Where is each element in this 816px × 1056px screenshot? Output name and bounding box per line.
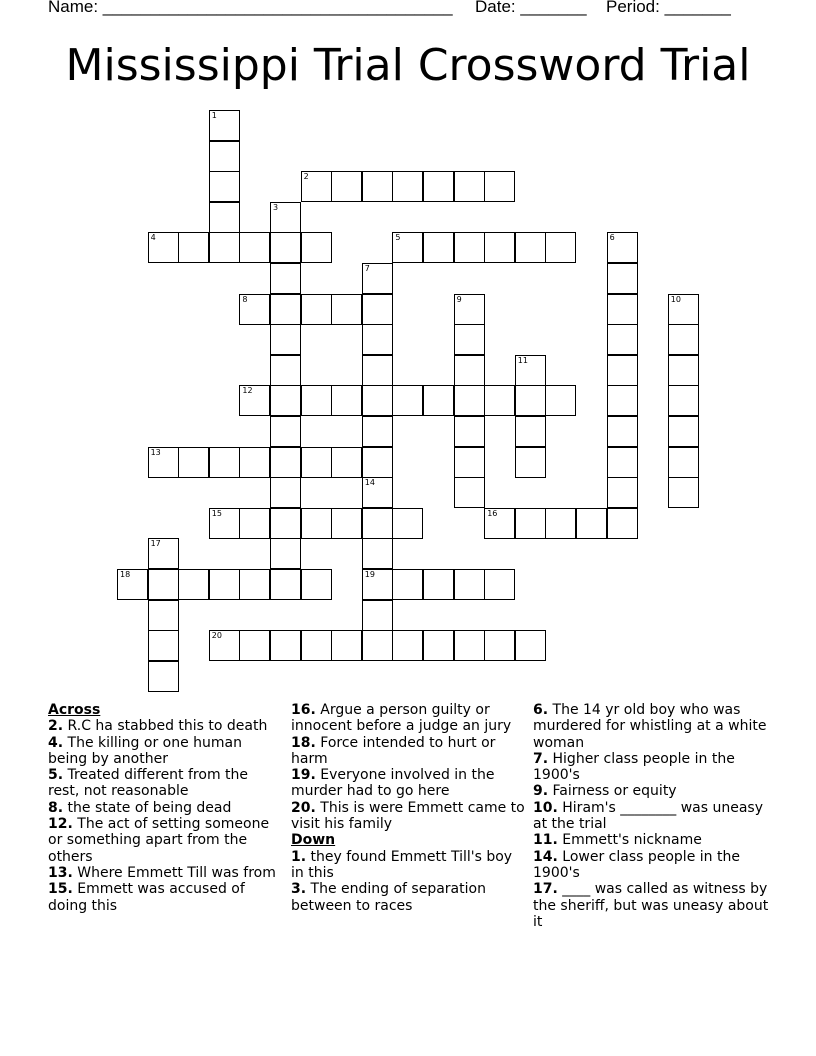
crossword-cell[interactable] <box>607 355 638 386</box>
crossword-cell[interactable] <box>301 508 332 539</box>
crossword-cell[interactable] <box>423 569 454 600</box>
crossword-cell[interactable] <box>484 630 515 661</box>
crossword-cell[interactable] <box>607 477 638 508</box>
crossword-cell[interactable] <box>454 171 485 202</box>
crossword-cell[interactable] <box>270 477 301 508</box>
clue-number: 18 <box>120 570 131 579</box>
crossword-cell[interactable] <box>607 324 638 355</box>
clue-text: Treated different from the rest, not reasonable <box>48 767 249 800</box>
crossword-cell[interactable] <box>209 447 240 478</box>
crossword-cell[interactable] <box>331 294 362 325</box>
clue-number: 2 <box>303 172 309 182</box>
crossword-cell[interactable] <box>148 232 179 263</box>
crossword-cell[interactable] <box>484 508 515 539</box>
across-clue <box>48 767 280 800</box>
period-field[interactable]: Period: _______ <box>606 0 731 16</box>
clue-number: 5 <box>395 233 401 243</box>
down-clue <box>533 881 773 930</box>
crossword-cell[interactable] <box>484 569 515 600</box>
clue-number-label: 1. <box>291 848 307 865</box>
crossword-cell[interactable] <box>362 600 393 631</box>
across-heading: Across <box>48 702 101 718</box>
page-title: Mississippi Trial Crossword Trial <box>65 40 751 91</box>
crossword-cell[interactable] <box>270 202 301 233</box>
crossword-cell[interactable] <box>148 630 179 661</box>
crossword-cell[interactable] <box>239 447 270 478</box>
clue-number: 12 <box>242 386 253 396</box>
clue-text: Emmett's nickname <box>562 832 702 849</box>
clue-text: Lower class people in the 1900's <box>533 848 740 881</box>
clue-number-label: 8. <box>48 799 64 816</box>
crossword-cell[interactable] <box>270 416 301 447</box>
down-clue <box>533 751 773 784</box>
crossword-cell[interactable] <box>668 324 699 355</box>
clue-number: 19 <box>364 570 375 579</box>
crossword-cell[interactable] <box>454 416 485 447</box>
crossword-cell[interactable] <box>331 630 362 661</box>
clue-number: 7 <box>364 264 370 273</box>
crossword-cell[interactable] <box>545 508 576 539</box>
across-clue <box>48 800 280 816</box>
crossword-cell[interactable] <box>270 538 301 569</box>
clue-text: R.C ha stabbed this to death <box>67 718 268 735</box>
crossword-cell[interactable] <box>454 477 485 508</box>
crossword-cell[interactable] <box>178 232 209 263</box>
crossword-cell[interactable] <box>209 202 240 233</box>
crossword-cell[interactable] <box>239 232 270 263</box>
crossword-cell[interactable] <box>270 508 301 539</box>
clue-text: Force intended to hurt or harm <box>291 734 496 767</box>
clue-number: 11 <box>517 355 528 365</box>
clue-number: 16 <box>487 508 498 518</box>
across-clue <box>48 816 280 865</box>
worksheet-header <box>48 0 768 19</box>
crossword-cell[interactable] <box>270 232 301 263</box>
crossword-cell[interactable] <box>392 171 423 202</box>
crossword-cell[interactable] <box>270 569 301 600</box>
crossword-cell[interactable] <box>301 171 332 202</box>
clue-number-label: 13. <box>48 864 73 881</box>
clue-number-label: 15. <box>48 881 73 898</box>
down-clue <box>533 702 773 751</box>
crossword-cell[interactable] <box>362 385 393 416</box>
crossword-cell[interactable] <box>270 355 301 386</box>
clue-number: 4 <box>150 233 156 243</box>
clue-column-3 <box>533 702 773 930</box>
crossword-cell[interactable] <box>668 447 699 478</box>
crossword-cell[interactable] <box>362 477 393 508</box>
clue-text: ____ was called as witness by the sheriff, but was uneasy about it <box>533 881 769 930</box>
crossword-cell[interactable] <box>515 385 546 416</box>
crossword-cell[interactable] <box>270 324 301 355</box>
crossword-cell[interactable] <box>362 447 393 478</box>
crossword-cell[interactable] <box>668 477 699 508</box>
down-clue <box>291 849 527 882</box>
clue-number-label: 10. <box>533 799 558 816</box>
clue-text: This is were Emmett came to visit his family <box>291 799 525 833</box>
clue-text: Where Emmett Till was from <box>77 864 276 881</box>
clue-number: 6 <box>609 233 615 243</box>
crossword-cell[interactable] <box>515 232 546 263</box>
clue-number-label: 7. <box>533 750 549 767</box>
crossword-cell[interactable] <box>209 569 240 600</box>
crossword-cell[interactable] <box>209 141 240 172</box>
clue-text: The killing or one human being by another <box>48 734 242 767</box>
clue-number: 14 <box>364 478 375 488</box>
crossword-cell[interactable] <box>362 294 393 325</box>
clue-number-label: 6. <box>533 702 549 718</box>
crossword-cell[interactable] <box>668 355 699 386</box>
crossword-cell[interactable] <box>301 447 332 478</box>
crossword-cell[interactable] <box>270 630 301 661</box>
name-field[interactable]: Name: _____________________________________ <box>48 0 453 16</box>
clue-number: 8 <box>242 294 248 304</box>
crossword-cell[interactable] <box>392 508 423 539</box>
crossword-cell[interactable] <box>209 171 240 202</box>
crossword-cell[interactable] <box>454 569 485 600</box>
down-clue <box>533 800 773 833</box>
crossword-cell[interactable] <box>423 385 454 416</box>
crossword-cell[interactable] <box>209 630 240 661</box>
clue-number: 3 <box>273 202 279 212</box>
crossword-cell[interactable] <box>301 630 332 661</box>
crossword-cell[interactable] <box>454 324 485 355</box>
crossword-cell[interactable] <box>362 263 393 294</box>
crossword-cell[interactable] <box>515 508 546 539</box>
crossword-cell[interactable] <box>607 294 638 325</box>
crossword-cell[interactable] <box>362 569 393 600</box>
crossword-cell[interactable] <box>607 263 638 294</box>
crossword-cell[interactable] <box>484 171 515 202</box>
crossword-cell[interactable] <box>392 385 423 416</box>
crossword-cell[interactable] <box>607 508 638 539</box>
crossword-cell[interactable] <box>148 447 179 478</box>
crossword-cell[interactable] <box>362 538 393 569</box>
across-clue <box>48 865 280 881</box>
crossword-cell[interactable] <box>454 447 485 478</box>
crossword-cell[interactable] <box>545 232 576 263</box>
clue-text: Everyone involved in the murder had to go here <box>291 767 495 800</box>
down-clue <box>533 832 773 848</box>
date-field[interactable]: Date: _______ <box>475 0 587 16</box>
crossword-cell[interactable] <box>362 171 393 202</box>
across-clue <box>291 735 527 768</box>
crossword-cell[interactable] <box>239 569 270 600</box>
clue-number-label: 3. <box>291 881 307 898</box>
clue-number: 9 <box>456 294 462 304</box>
crossword-cell[interactable] <box>392 630 423 661</box>
clue-text: Hiram's ________ was uneasy at the trial <box>533 799 763 833</box>
crossword-cell[interactable] <box>454 385 485 416</box>
clue-number-label: 16. <box>291 702 316 718</box>
crossword-cell[interactable] <box>454 294 485 325</box>
crossword-cell[interactable] <box>301 385 332 416</box>
clue-number: 17 <box>150 539 161 549</box>
crossword-cell[interactable] <box>484 232 515 263</box>
crossword-cell[interactable] <box>301 232 332 263</box>
clue-text: Higher class people in the 1900's <box>533 750 735 784</box>
crossword-cell[interactable] <box>148 661 179 692</box>
crossword-cell[interactable] <box>239 294 270 325</box>
crossword-cell[interactable] <box>484 385 515 416</box>
crossword-cell[interactable] <box>392 232 423 263</box>
clue-number: 10 <box>670 294 681 304</box>
crossword-cell[interactable] <box>607 232 638 263</box>
crossword-cell[interactable] <box>331 508 362 539</box>
crossword-cell[interactable] <box>209 508 240 539</box>
crossword-cell[interactable] <box>454 355 485 386</box>
down-clue <box>533 849 773 882</box>
crossword-cell[interactable] <box>178 447 209 478</box>
crossword-cell[interactable] <box>423 171 454 202</box>
clue-number-label: 14. <box>533 848 558 865</box>
crossword-cell[interactable] <box>239 508 270 539</box>
crossword-cell[interactable] <box>607 416 638 447</box>
clue-number-label: 20. <box>291 799 316 816</box>
clue-text: Fairness or equity <box>552 783 677 800</box>
crossword-cell[interactable] <box>239 385 270 416</box>
crossword-cell[interactable] <box>301 294 332 325</box>
crossword-cell[interactable] <box>454 630 485 661</box>
clue-text: they found Emmett Till's boy in this <box>291 848 513 881</box>
crossword-cell[interactable] <box>545 385 576 416</box>
clue-text: The act of setting someone or something apart from the others <box>48 816 270 865</box>
crossword-cell[interactable] <box>423 630 454 661</box>
crossword-cell[interactable] <box>607 447 638 478</box>
clue-number-label: 2. <box>48 718 64 735</box>
clue-number-label: 12. <box>48 816 73 833</box>
crossword-cell[interactable] <box>209 110 240 141</box>
crossword-cell[interactable] <box>362 416 393 447</box>
down-clue <box>291 881 527 914</box>
clue-number-label: 9. <box>533 783 549 800</box>
crossword-cell[interactable] <box>270 385 301 416</box>
crossword-cell[interactable] <box>117 569 148 600</box>
crossword-cell[interactable] <box>515 355 546 386</box>
crossword-cell[interactable] <box>270 294 301 325</box>
crossword-cell[interactable] <box>392 569 423 600</box>
clue-column-1 <box>48 702 280 914</box>
crossword-cell[interactable] <box>668 294 699 325</box>
clue-number-label: 5. <box>48 767 64 784</box>
clue-text: the state of being dead <box>67 799 232 816</box>
clue-number-label: 11. <box>533 832 558 849</box>
crossword-cell[interactable] <box>668 385 699 416</box>
clue-number-label: 4. <box>48 734 64 751</box>
crossword-cell[interactable] <box>270 447 301 478</box>
clue-number: 15 <box>211 508 222 518</box>
crossword-cell[interactable] <box>576 508 607 539</box>
across-clue <box>48 718 280 734</box>
clue-number-label: 17. <box>533 881 558 898</box>
crossword-cell[interactable] <box>607 385 638 416</box>
clue-number-label: 18. <box>291 734 316 751</box>
crossword-cell[interactable] <box>178 569 209 600</box>
crossword-cell[interactable] <box>270 263 301 294</box>
crossword-cell[interactable] <box>362 355 393 386</box>
clue-number-label: 19. <box>291 767 316 784</box>
clue-text: The ending of separation between to races <box>291 881 486 914</box>
across-clue <box>291 767 527 800</box>
crossword-cell[interactable] <box>301 569 332 600</box>
across-clue <box>48 881 280 914</box>
crossword-cell[interactable] <box>515 630 546 661</box>
crossword-cell[interactable] <box>331 171 362 202</box>
clue-number: 20 <box>211 631 222 641</box>
across-clue <box>291 800 527 833</box>
crossword-cell[interactable] <box>209 232 240 263</box>
crossword-cell[interactable] <box>668 416 699 447</box>
clue-number: 13 <box>150 447 161 457</box>
clue-text: Emmett was accused of doing this <box>48 881 245 914</box>
crossword-cell[interactable] <box>362 508 393 539</box>
crossword-cell[interactable] <box>331 385 362 416</box>
down-heading: Down <box>291 832 336 849</box>
crossword-cell[interactable] <box>331 447 362 478</box>
clue-text: The 14 yr old boy who was murdered for whistling at a white woman <box>533 702 767 751</box>
crossword-cell[interactable] <box>148 569 179 600</box>
down-clue <box>533 783 773 799</box>
crossword-cell[interactable] <box>362 324 393 355</box>
crossword-cell[interactable] <box>515 447 546 478</box>
crossword-cell[interactable] <box>423 232 454 263</box>
across-clue <box>48 735 280 768</box>
clue-column-2 <box>291 702 527 914</box>
clue-text: Argue a person guilty or innocent before a judge an jury <box>291 702 512 735</box>
crossword-cell[interactable] <box>148 600 179 631</box>
crossword-cell[interactable] <box>239 630 270 661</box>
clue-number: 1 <box>211 111 217 120</box>
crossword-cell[interactable] <box>515 416 546 447</box>
crossword-cell[interactable] <box>362 630 393 661</box>
across-clue <box>291 702 527 735</box>
crossword-cell[interactable] <box>454 232 485 263</box>
crossword-cell[interactable] <box>148 538 179 569</box>
